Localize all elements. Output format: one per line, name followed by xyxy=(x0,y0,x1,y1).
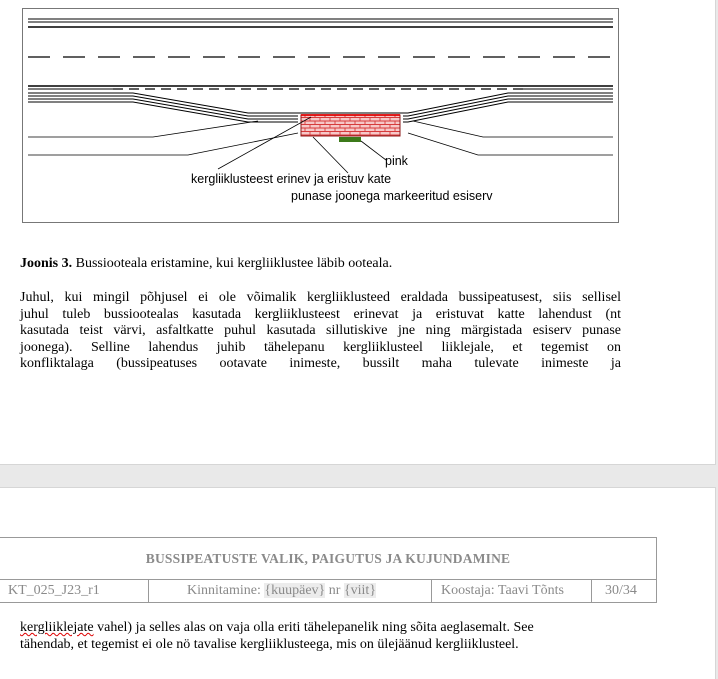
caption-text: Bussiooteala eristamine, kui kergliiklustee läbib ooteala. xyxy=(72,256,393,271)
paragraph-text: vahel) ja selles alas on vaja olla eriti tähelepanelik ning sõita aeglasemalt. See xyxy=(93,620,534,635)
approval-info xyxy=(187,580,376,602)
path-edge-left xyxy=(28,121,258,137)
paragraph-text: tähendab, et tegemist ei ole nö tavalise kergliiklusteega, mis on ülejäänud kergliiklusteel. xyxy=(20,637,519,652)
paragraph-line: kasutada teist värvi, asfaltkatte puhul kasutada sillutiskive jne ning märgistada esiserv punase xyxy=(20,323,621,338)
path-edge-right xyxy=(413,121,613,137)
paragraph-line: juhul tuleb bussiootealas kasutada kergliiklusteest erinevat ja eristuvat katte lahendust (nt xyxy=(20,306,621,322)
body-paragraph xyxy=(20,290,621,373)
header-info-row xyxy=(0,579,657,603)
cell-divider xyxy=(148,580,149,602)
paragraph-line: joonega). Selline lahendus juhib tähelepanu kergliiklusteel liiklejale, et tegemist on xyxy=(20,339,621,355)
taper-line-right xyxy=(403,102,613,122)
path-edge-right xyxy=(408,133,613,155)
continued-paragraph xyxy=(20,619,621,653)
misspelled-word[interactable]: kergliiklejate xyxy=(20,620,94,635)
road-diagram xyxy=(23,9,618,222)
caption-label: Joonis 3. xyxy=(20,256,73,271)
label-bench: pink xyxy=(385,154,408,168)
approval-date-field[interactable]: {kuupäev} xyxy=(264,583,326,598)
leader-line xyxy=(313,137,348,173)
figure-caption xyxy=(20,256,392,272)
cell-divider xyxy=(591,580,592,602)
approval-nr-label: nr xyxy=(325,583,344,598)
bench xyxy=(339,137,361,142)
paragraph-line: konfliktalaga (bussipeatuses ootavate inimeste, bussilt maha tulevate inimeste ja xyxy=(20,356,621,371)
cell-divider xyxy=(431,580,432,602)
waiting-area-surface xyxy=(301,115,400,136)
author: Koostaja: Taavi Tõnts xyxy=(441,583,564,598)
approval-label: Kinnitamine: xyxy=(187,583,265,598)
approval-ref-field[interactable]: {viit} xyxy=(343,583,377,598)
path-edge-left xyxy=(28,133,298,155)
page-header-table xyxy=(0,537,656,602)
header-title: BUSSIPEATUSTE VALIK, PAIGUTUS JA KUJUNDAMINE xyxy=(0,537,657,580)
figure-frame xyxy=(22,8,619,223)
paragraph-line: Juhul, kui mingil põhjusel ei ole võimalik kergliiklusteed eraldada bussipeatusest, siis sellisel xyxy=(20,290,621,305)
label-edge: punase joonega markeeritud esiserv xyxy=(291,189,493,203)
leader-line xyxy=(361,141,386,160)
label-surface: kergliiklusteest erinev ja eristuv kate xyxy=(191,172,392,186)
page-number: 30/34 xyxy=(605,583,637,598)
doc-code: KT_025_J23_r1 xyxy=(8,583,100,598)
